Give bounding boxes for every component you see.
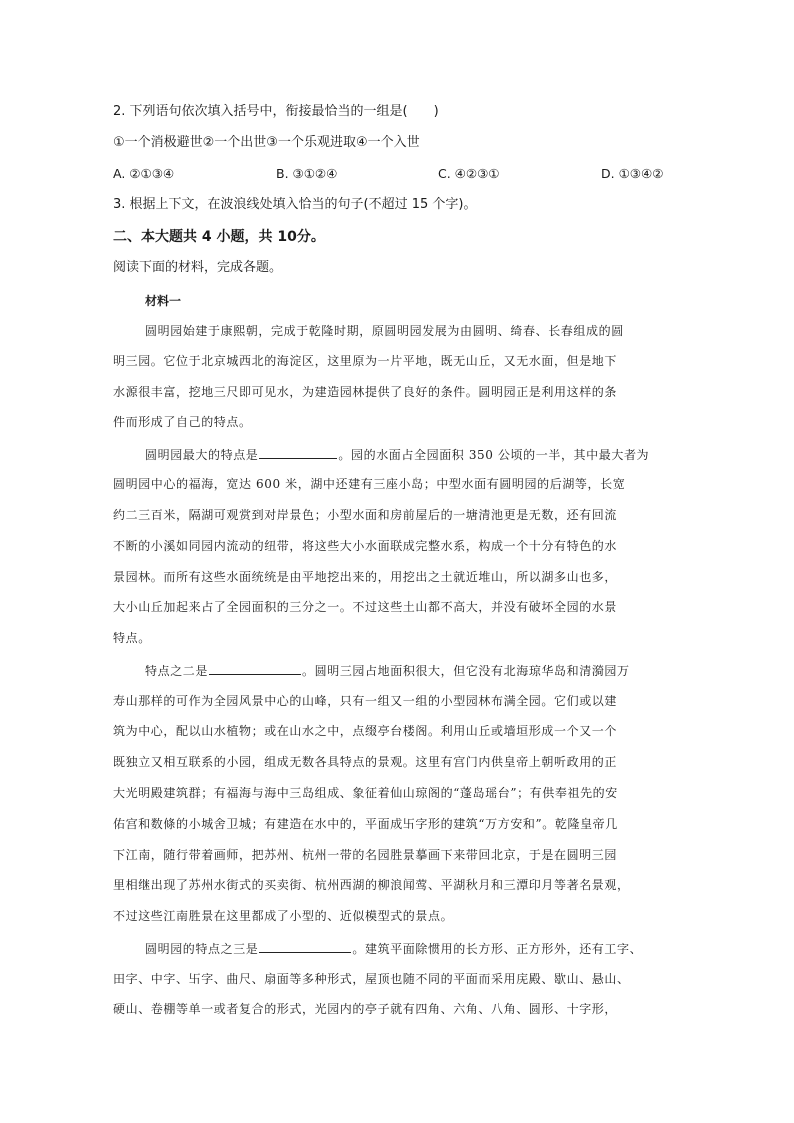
material-title: 材料一 [145, 294, 182, 308]
paragraph-text: 圆明园的特点之三是 [145, 942, 259, 956]
paragraph-line: 景园林。而所有这些水面统统是由平地挖出来的，用挖出之土就近堆山，所以湖多山也多， [113, 570, 618, 584]
paragraph-text: 。园的水面占全园面积 350 公顷的一半，其中最大者为 [338, 448, 650, 462]
paragraph-line: 水源很丰富，挖地三尺即可见水，为建造园林提供了良好的条件。圆明园正是利用这样的条 [113, 385, 618, 399]
fill-in-blank[interactable] [259, 939, 351, 953]
paragraph-line: 圆明园中心的福海，宽达 600 米，湖中还建有三座小岛；中型水面有圆明园的后湖等，长宽 [113, 477, 626, 491]
paragraph-line: 大光明殿建筑群；有福海与海中三岛组成、象征着仙山琼阁的“蓬岛瑶台”；有供奉祖先的安 [113, 786, 618, 800]
question-3-stem: 3. 根据上下文，在波浪线处填入恰当的句子(不超过 15 个字)。 [113, 197, 477, 212]
paragraph-line: 筑为中心，配以山水植物；或在山水之中，点缀亭台楼阁。利用山丘或墙垣形成一个又一个 [113, 724, 618, 738]
section-instruction: 阅读下面的材料，完成各题。 [113, 260, 283, 275]
option-c: C. ④②③① [438, 166, 500, 181]
paragraph-line: 寿山那样的可作为全园风景中心的山峰，只有一组又一组的小型园林布满全园。它们或以建 [113, 694, 618, 708]
fill-in-blank[interactable] [209, 661, 301, 675]
question-2-stem: 2. 下列语句依次填入括号中，衔接最恰当的一组是( ) [113, 104, 439, 119]
paragraph-line: 不过这些江南胜景在这里都成了小型的、近似模型式的景点。 [113, 909, 454, 923]
paragraph-line: 下江南，随行带着画师，把苏州、杭州一带的名园胜景摹画下来带回北京，于是在圆明三园 [113, 848, 618, 862]
paragraph-line: 既独立又相互联系的小园，组成无数各具特点的景观。这里有宫门内供皇帝上朝听政用的正 [113, 755, 618, 769]
paragraph-line-with-blank [145, 939, 642, 958]
paragraph-line: 佑宫和数條的小城舍卫城；有建造在水中的，平面成卐字形的建筑“万方安和”。乾隆皇帝几 [113, 817, 618, 831]
paragraph-line: 件而形成了自己的特点。 [113, 415, 252, 429]
paragraph-line: 大小山丘加起来占了全园面积的三分之一。不过这些土山都不高大，并没有破坏全园的水景 [113, 600, 618, 614]
paragraph-text: 。圆明三园占地面积很大，但它没有北海琼华岛和清漪园万 [302, 664, 630, 678]
paragraph-text: 特点之二是 [145, 664, 209, 678]
paragraph-text: 。建筑平面除惯用的长方形、正方形外，还有工字、 [352, 942, 643, 956]
paragraph-line: 硬山、卷棚等单一或者复合的形式，光园内的亭子就有四角、六角、八角、圆形、十字形， [113, 1002, 618, 1016]
option-b: B. ③①②④ [276, 166, 338, 181]
paragraph-line: 不断的小溪如同园内流动的纽带，将这些大小水面联成完整水系，构成一个十分有特色的水 [113, 539, 618, 553]
paragraph-line: 明三园。它位于北京城西北的海淀区，这里原为一片平地，既无山丘，又无水面，但是地下 [113, 354, 618, 368]
paragraph-text: 圆明园最大的特点是 [145, 448, 259, 462]
question-2-items: ①一个消极避世②一个出世③一个乐观进取④一个入世 [113, 135, 420, 150]
paragraph-line-with-blank [145, 445, 649, 464]
paragraph-line-with-blank [145, 661, 630, 680]
paragraph-line: 圆明园始建于康熙朝，完成于乾隆时期，原圆明园发展为由圆明、绮春、长春组成的圆 [145, 324, 624, 338]
paragraph-line: 田字、中字、卐字、曲尺、扇面等多种形式，屋顶也随不同的平面而采用庑殿、歇山、悬山、 [113, 972, 630, 986]
option-d: D. ①③④② [601, 166, 664, 181]
paragraph-line: 约二三百米，隔湖可观赏到对岸景色；小型水面和房前屋后的一塘清池更是无数，还有回流 [113, 508, 618, 522]
section-title: 二、本大题共 4 小题，共 10分。 [113, 229, 325, 245]
fill-in-blank[interactable] [259, 445, 337, 459]
option-a: A. ②①③④ [113, 166, 175, 181]
paragraph-line: 特点。 [113, 631, 151, 645]
paragraph-line: 里相继出现了苏州水街式的买卖街、杭州西湖的柳浪闻莺、平湖秋月和三潭印月等著名景观， [113, 878, 630, 892]
